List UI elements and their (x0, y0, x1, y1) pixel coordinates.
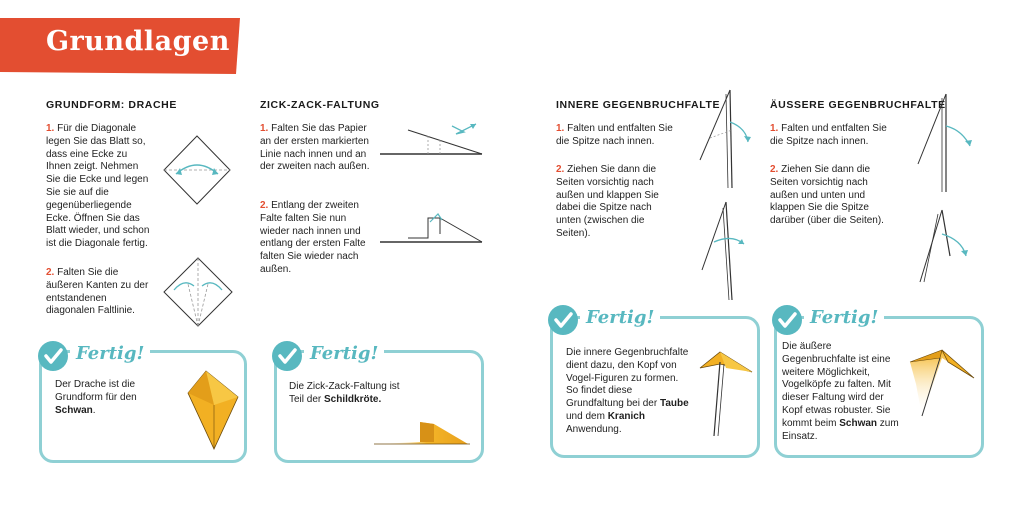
aeussere-step-1: 1. Falten und entfalten Sie die Spitze nach innen. (770, 123, 887, 147)
drache-done-text: Der Drache ist die Grundform für den Schwan. (55, 379, 137, 416)
inside-reverse-step2-diagram (696, 198, 756, 304)
inside-reverse-step1-diagram (696, 88, 756, 194)
drache-step-1: 1. Für die Diagonale legen Sie das Blatt so, dass eine Ecke zu Ihnen zeigt. Nehmen Sie die Ecke und legen Sie sie auf die gegenüberliegende Ecke. Öffnen Sie das Blatt wieder, und schon ist die Diagonale fertig. (46, 123, 150, 250)
zickzack-done-text: Die Zick-Zack-Faltung ist Teil der Schildkröte. (289, 381, 400, 405)
diagonal-fold-diagram (162, 134, 232, 206)
kite-result-illustration (184, 369, 242, 453)
done-label: Fertig! (310, 343, 379, 364)
section-title-drache: GRUNDFORM: DRACHE (46, 99, 177, 111)
section-title-aeussere: ÄUSSERE GEGENBRUCHFALTE (770, 99, 946, 111)
checkmark-icon (772, 305, 802, 335)
outside-reverse-step1-diagram (912, 90, 974, 196)
section-title-zickzack: ZICK-ZACK-FALTUNG (260, 99, 380, 111)
checkmark-icon (272, 341, 302, 371)
zickzack-step-1: 1. Falten Sie das Papier an der ersten markierten Linie nach innen und an der zweiten nach außen. (260, 123, 370, 173)
outside-reverse-result-illustration (902, 344, 978, 420)
drache-step-2: 2. Falten Sie die äußeren Kanten zu der entstandenen diagonalen Faltlinie. (46, 267, 149, 317)
done-label: Fertig! (76, 343, 145, 364)
outside-reverse-step2-diagram (912, 206, 974, 296)
innere-step-1: 1. Falten und entfalten Sie die Spitze nach innen. (556, 123, 673, 147)
aeussere-done-text: Die äußere Gegenbruchfalte ist eine weitere Möglichkeit, Vogelköpfe zu falten. Mit dieser Faltung wird der Kopf etwas robuster. Sie kommt beim Schwan zum Einsatz. (782, 341, 899, 442)
done-label: Fertig! (810, 307, 879, 328)
checkmark-icon (548, 305, 578, 335)
kite-fold-diagram (162, 256, 234, 328)
aeussere-step-2: 2. Ziehen Sie dann die Seiten vorsichtig nach außen und unten und klappen Sie die Spitze darüber (über die Seiten). (770, 164, 884, 227)
section-title-innere: INNERE GEGENBRUCHFALTE (556, 99, 721, 111)
zickzack-step-2: 2. Entlang der zweiten Falte falten Sie nun wieder nach innen und entlang der ersten Falte falten Sie wieder nach außen. (260, 200, 366, 275)
innere-step-2: 2. Ziehen Sie dann die Seiten vorsichtig nach außen und klappen Sie dabei die Spitze nach unten (zwischen die Seiten). (556, 164, 659, 239)
zigzag-result-illustration (372, 412, 472, 448)
checkmark-icon (38, 341, 68, 371)
zigzag-step1-diagram (378, 118, 484, 162)
inside-reverse-result-illustration (696, 346, 760, 442)
innere-done-text: Die innere Gegenbruchfalte dient dazu, den Kopf von Vogel-Figuren zu formen. So findet diese Grundfaltung bei der Taube und dem Kranich Anwendung. (566, 347, 689, 435)
done-label: Fertig! (586, 307, 655, 328)
page-title: Grundlagen (46, 26, 230, 57)
zigzag-step2-diagram (378, 208, 484, 250)
